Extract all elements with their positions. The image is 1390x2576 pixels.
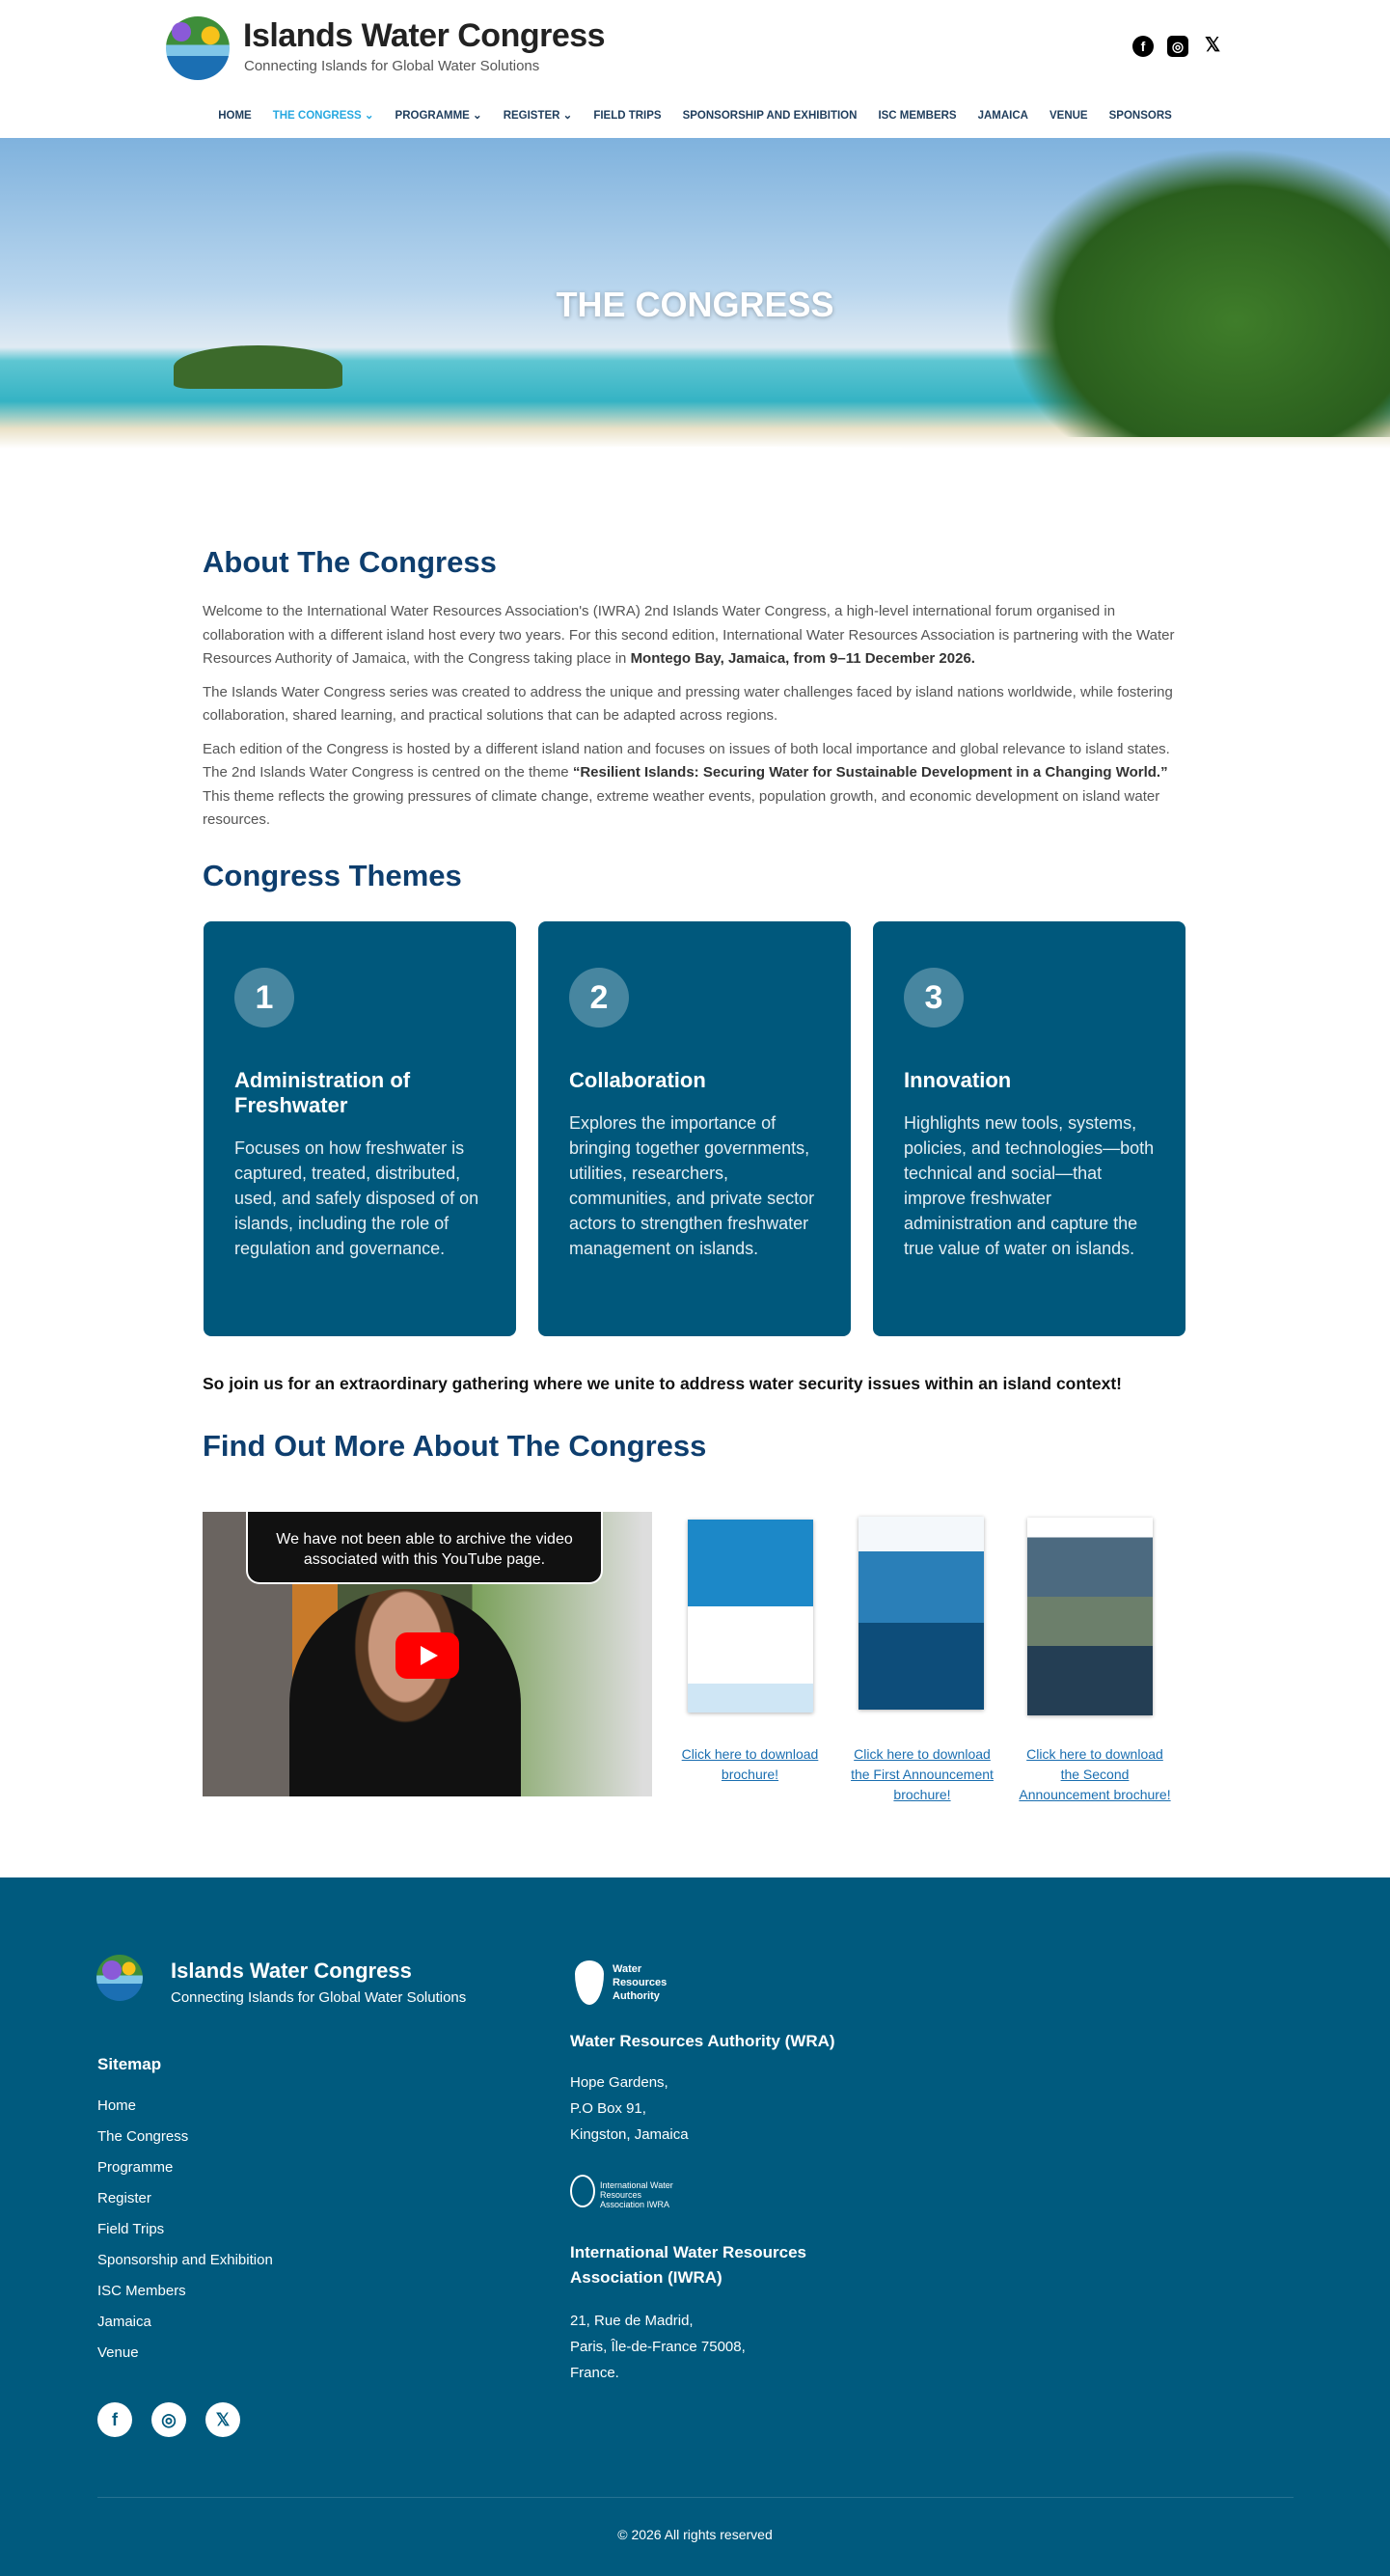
footer-title: Islands Water Congress <box>171 1959 412 1983</box>
themes-heading: Congress Themes <box>203 859 462 892</box>
wra-logo-text: Water Resources Authority <box>613 1963 668 2002</box>
iwra-logo-icon <box>570 2175 595 2207</box>
nav-item[interactable]: REGISTER ⌄ <box>503 110 573 122</box>
youtube-video[interactable] <box>203 1512 652 1796</box>
site-title[interactable]: Islands Water Congress <box>243 17 606 54</box>
sitemap-heading: Sitemap <box>97 2055 162 2073</box>
nav-item[interactable]: VENUE <box>1049 110 1088 122</box>
video-message: We have not been able to archive the video associated with this YouTube page. <box>246 1512 603 1584</box>
theme-text: Focuses on how freshwater is captured, treated, distributed, used, and safely disposed of on islands, including the role of regulation and governance. <box>234 1138 479 1258</box>
theme-text: Explores the importance of bringing together governments, utilities, researchers, communities, and private sector actors to strengthen freshwater management on islands. <box>569 1113 815 1258</box>
sitemap-link[interactable]: ISC Members <box>97 2283 186 2299</box>
about-heading: About The Congress <box>203 545 497 579</box>
download-first-announcement-link[interactable]: Click here to download the First Announcement brochure! <box>851 1746 994 1802</box>
sitemap-link[interactable]: Programme <box>97 2159 174 2176</box>
sitemap-link[interactable]: The Congress <box>97 2128 189 2145</box>
sitemap-link[interactable]: Venue <box>97 2344 139 2361</box>
find-more-heading: Find Out More About The Congress <box>203 1429 707 1463</box>
nav-item[interactable]: SPONSORSHIP AND EXHIBITION <box>682 110 858 122</box>
join-statement: So join us for an extraordinary gathering where we unite to address water security issues within an island context! <box>203 1374 1123 1393</box>
address-line: Hope Gardens, <box>570 2074 668 2091</box>
footer-divider <box>97 2497 1294 2498</box>
hero-title: THE CONGRESS <box>556 285 834 324</box>
first-announcement-image[interactable] <box>859 1517 984 1710</box>
facebook-icon[interactable]: f <box>97 2402 132 2437</box>
theme-number: 1 <box>234 968 294 1028</box>
play-icon[interactable] <box>395 1632 459 1679</box>
iwra-address <box>570 2308 746 2386</box>
about-text: Welcome to the International Water Resources Association's (IWRA) 2nd Islands Water Congress, a high-level international forum organised in collaboration with a different island host every two years. For this second edition, International Water Resources Association is partnering with the Water Resources Authority of Jamaica, with the Congress taking place in Montego Bay, Jamaica, from 9–11 December 2026. The Islands Water Congress series was created to address the unique and pressing water challenges faced by island nations worldwide, while fostering collaboration, shared learning, and practical solutions that can be adapted across regions. Each edition of the Congress is hosted by a different island nation and focuses on issues of both local importance and global relevance to island states. The 2nd Islands Water Congress is centred on the theme “Resilient Islands: Securing Water for Sustainable Development in a Changing World.” This theme reflects the growing pressures of climate change, extreme weather events, population growth, and economic development on island water resources. <box>203 603 1175 828</box>
second-announcement-image[interactable] <box>1027 1518 1153 1715</box>
theme-title: Administration of Freshwater <box>234 1068 411 1117</box>
footer-social <box>97 2402 259 2437</box>
download-second-announcement-link[interactable]: Click here to download the Second Announcement brochure! <box>1019 1746 1171 1802</box>
nav-item[interactable]: SPONSORS <box>1108 110 1172 122</box>
footer-tagline: Connecting Islands for Global Water Solutions <box>171 1989 467 2006</box>
hero-banner <box>0 138 1390 476</box>
main-nav <box>0 108 1390 122</box>
iwra-logo-text: International Water Resources Association IWRA <box>600 2180 673 2209</box>
address-line: France. <box>570 2365 619 2381</box>
footer-logo-icon <box>96 1955 143 2001</box>
sitemap-link[interactable]: Sponsorship and Exhibition <box>97 2252 273 2268</box>
address-line: Paris, Île-de-France 75008, <box>570 2339 746 2355</box>
address-line: Kingston, Jamaica <box>570 2126 689 2143</box>
instagram-icon[interactable]: ◎ <box>1167 36 1188 57</box>
x-icon[interactable]: 𝕏 <box>1204 35 1221 56</box>
sitemap-link[interactable]: Jamaica <box>97 2314 151 2330</box>
wra-address <box>570 2069 689 2148</box>
header-social <box>1119 35 1223 57</box>
footer <box>0 1877 1390 2576</box>
sitemap-link[interactable]: Field Trips <box>97 2221 165 2237</box>
theme-title: Innovation <box>904 1068 1012 1092</box>
facebook-icon[interactable]: f <box>1132 36 1154 57</box>
iwra-name: International Water Resources Association (IWRA) <box>570 2243 806 2287</box>
nav-item[interactable]: FIELD TRIPS <box>593 110 662 122</box>
theme-title: Collaboration <box>569 1068 706 1092</box>
logo-icon <box>166 16 230 80</box>
nav-item[interactable]: HOME <box>218 110 252 122</box>
nav-item[interactable]: ISC MEMBERS <box>878 110 957 122</box>
address-line: P.O Box 91, <box>570 2100 646 2117</box>
address-line: 21, Rue de Madrid, <box>570 2313 694 2329</box>
theme-number: 3 <box>904 968 964 1028</box>
instagram-icon[interactable]: ◎ <box>151 2402 186 2437</box>
site-logo[interactable] <box>166 16 230 80</box>
copyright: © 2026 All rights reserved <box>617 2527 773 2542</box>
x-icon[interactable]: 𝕏 <box>205 2402 240 2437</box>
nav-item[interactable]: JAMAICA <box>977 110 1028 122</box>
nav-item[interactable]: PROGRAMME ⌄ <box>395 110 482 122</box>
download-brochure-link[interactable]: Click here to download brochure! <box>681 1746 819 1782</box>
sitemap-link[interactable]: Register <box>97 2190 151 2206</box>
wra-logo-icon <box>575 1960 604 2005</box>
theme-card <box>204 921 516 1336</box>
sitemap-link[interactable]: Home <box>97 2097 137 2114</box>
nav-item[interactable]: THE CONGRESS ⌄ <box>272 110 374 122</box>
wra-name: Water Resources Authority (WRA) <box>570 2032 835 2050</box>
theme-number: 2 <box>569 968 629 1028</box>
theme-card <box>538 921 851 1336</box>
theme-card <box>873 921 1186 1336</box>
sitemap-list <box>97 2091 273 2369</box>
site-tagline: Connecting Islands for Global Water Solutions <box>244 58 540 74</box>
theme-text: Highlights new tools, systems, policies, and technologies—both technical and social—that improve freshwater administration and capture the true value of water on islands. <box>904 1113 1155 1258</box>
brochure-image[interactable] <box>688 1520 813 1713</box>
